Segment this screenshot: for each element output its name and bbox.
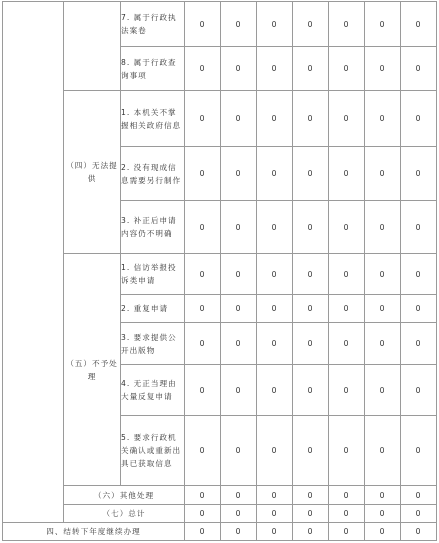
value-cell: 0: [221, 295, 257, 323]
value-cell: 0: [257, 523, 293, 541]
value-cell: 0: [221, 47, 257, 91]
value-cell: 0: [257, 91, 293, 147]
group-label-unable-to-provide: （四）无法提供: [64, 91, 121, 254]
row-label: 3. 要求提供公开出版物: [121, 323, 185, 365]
value-cell: 0: [221, 323, 257, 365]
value-cell: 0: [365, 201, 401, 254]
value-cell: 0: [401, 47, 437, 91]
row-label: 1. 本机关不掌握相关政府信息: [121, 91, 185, 147]
value-cell: 0: [401, 365, 437, 416]
row-label: 5. 要求行政机关确认或重新出具已获取信息: [121, 416, 185, 486]
value-cell: 0: [257, 254, 293, 295]
value-cell: 0: [365, 2, 401, 47]
value-cell: 0: [257, 505, 293, 523]
value-cell: 0: [401, 254, 437, 295]
value-cell: 0: [365, 147, 401, 201]
value-cell: 0: [329, 201, 365, 254]
value-cell: 0: [257, 416, 293, 486]
table-row: [3, 505, 437, 523]
value-cell: 0: [185, 147, 221, 201]
value-cell: 0: [401, 523, 437, 541]
value-cell: 0: [293, 416, 329, 486]
value-cell: 0: [401, 416, 437, 486]
outer-category-cell: [3, 2, 64, 523]
value-cell: 0: [401, 323, 437, 365]
table-row: [3, 486, 437, 505]
value-cell: 0: [185, 295, 221, 323]
value-cell: 0: [329, 505, 365, 523]
value-cell: 0: [365, 365, 401, 416]
value-cell: 0: [401, 505, 437, 523]
value-cell: 0: [221, 505, 257, 523]
value-cell: 0: [293, 295, 329, 323]
row-label: 7. 属于行政执法案卷: [121, 2, 185, 47]
value-cell: 0: [293, 254, 329, 295]
value-cell: 0: [185, 523, 221, 541]
value-cell: 0: [293, 201, 329, 254]
value-cell: 0: [293, 2, 329, 47]
value-cell: 0: [293, 365, 329, 416]
value-cell: 0: [329, 365, 365, 416]
value-cell: 0: [329, 486, 365, 505]
value-cell: 0: [329, 147, 365, 201]
value-cell: 0: [329, 91, 365, 147]
row-label: 1. 信访举报投诉类申请: [121, 254, 185, 295]
value-cell: 0: [257, 486, 293, 505]
value-cell: 0: [293, 147, 329, 201]
value-cell: 0: [329, 47, 365, 91]
value-cell: 0: [401, 295, 437, 323]
value-cell: 0: [257, 201, 293, 254]
table-row: [3, 2, 437, 47]
value-cell: 0: [185, 505, 221, 523]
value-cell: 0: [257, 323, 293, 365]
value-cell: 0: [257, 365, 293, 416]
value-cell: 0: [185, 416, 221, 486]
value-cell: 0: [329, 254, 365, 295]
value-cell: 0: [401, 91, 437, 147]
value-cell: 0: [365, 523, 401, 541]
value-cell: 0: [185, 323, 221, 365]
value-cell: 0: [221, 254, 257, 295]
value-cell: 0: [365, 323, 401, 365]
value-cell: 0: [293, 505, 329, 523]
value-cell: 0: [329, 295, 365, 323]
value-cell: 0: [221, 201, 257, 254]
group-label-cell: [64, 2, 121, 91]
value-cell: 0: [293, 323, 329, 365]
value-cell: 0: [257, 47, 293, 91]
row-label-total: （七）总计: [64, 505, 185, 523]
value-cell: 0: [365, 416, 401, 486]
value-cell: 0: [293, 523, 329, 541]
value-cell: 0: [365, 254, 401, 295]
value-cell: 0: [401, 201, 437, 254]
group-label-not-processed: （五）不予处理: [64, 254, 121, 486]
table-row: [3, 91, 437, 147]
row-label: 8. 属于行政查询事项: [121, 47, 185, 91]
statistics-table: [2, 1, 437, 541]
value-cell: 0: [185, 201, 221, 254]
value-cell: 0: [257, 147, 293, 201]
value-cell: 0: [221, 416, 257, 486]
value-cell: 0: [365, 486, 401, 505]
value-cell: 0: [293, 91, 329, 147]
value-cell: 0: [365, 295, 401, 323]
value-cell: 0: [257, 295, 293, 323]
table-row: [3, 254, 437, 295]
value-cell: 0: [185, 2, 221, 47]
row-label: 2. 没有现成信息需要另行制作: [121, 147, 185, 201]
value-cell: 0: [221, 2, 257, 47]
value-cell: 0: [329, 323, 365, 365]
value-cell: 0: [329, 523, 365, 541]
value-cell: 0: [365, 505, 401, 523]
value-cell: 0: [221, 523, 257, 541]
value-cell: 0: [329, 2, 365, 47]
value-cell: 0: [221, 91, 257, 147]
row-label: 3. 补正后申请内容仍不明确: [121, 201, 185, 254]
table-row: [3, 523, 437, 541]
value-cell: 0: [221, 147, 257, 201]
value-cell: 0: [365, 91, 401, 147]
row-label: 4. 无正当理由大量反复申请: [121, 365, 185, 416]
row-label: 2. 重复申请: [121, 295, 185, 323]
value-cell: 0: [221, 365, 257, 416]
value-cell: 0: [293, 486, 329, 505]
value-cell: 0: [185, 365, 221, 416]
value-cell: 0: [401, 486, 437, 505]
value-cell: 0: [257, 2, 293, 47]
value-cell: 0: [185, 254, 221, 295]
value-cell: 0: [185, 47, 221, 91]
value-cell: 0: [221, 486, 257, 505]
row-label-other: （六）其他处理: [64, 486, 185, 505]
value-cell: 0: [185, 486, 221, 505]
value-cell: 0: [401, 147, 437, 201]
value-cell: 0: [365, 47, 401, 91]
value-cell: 0: [185, 91, 221, 147]
value-cell: 0: [401, 2, 437, 47]
value-cell: 0: [329, 416, 365, 486]
row-label-carryover: 四、结转下年度继续办理: [3, 523, 185, 541]
value-cell: 0: [293, 47, 329, 91]
